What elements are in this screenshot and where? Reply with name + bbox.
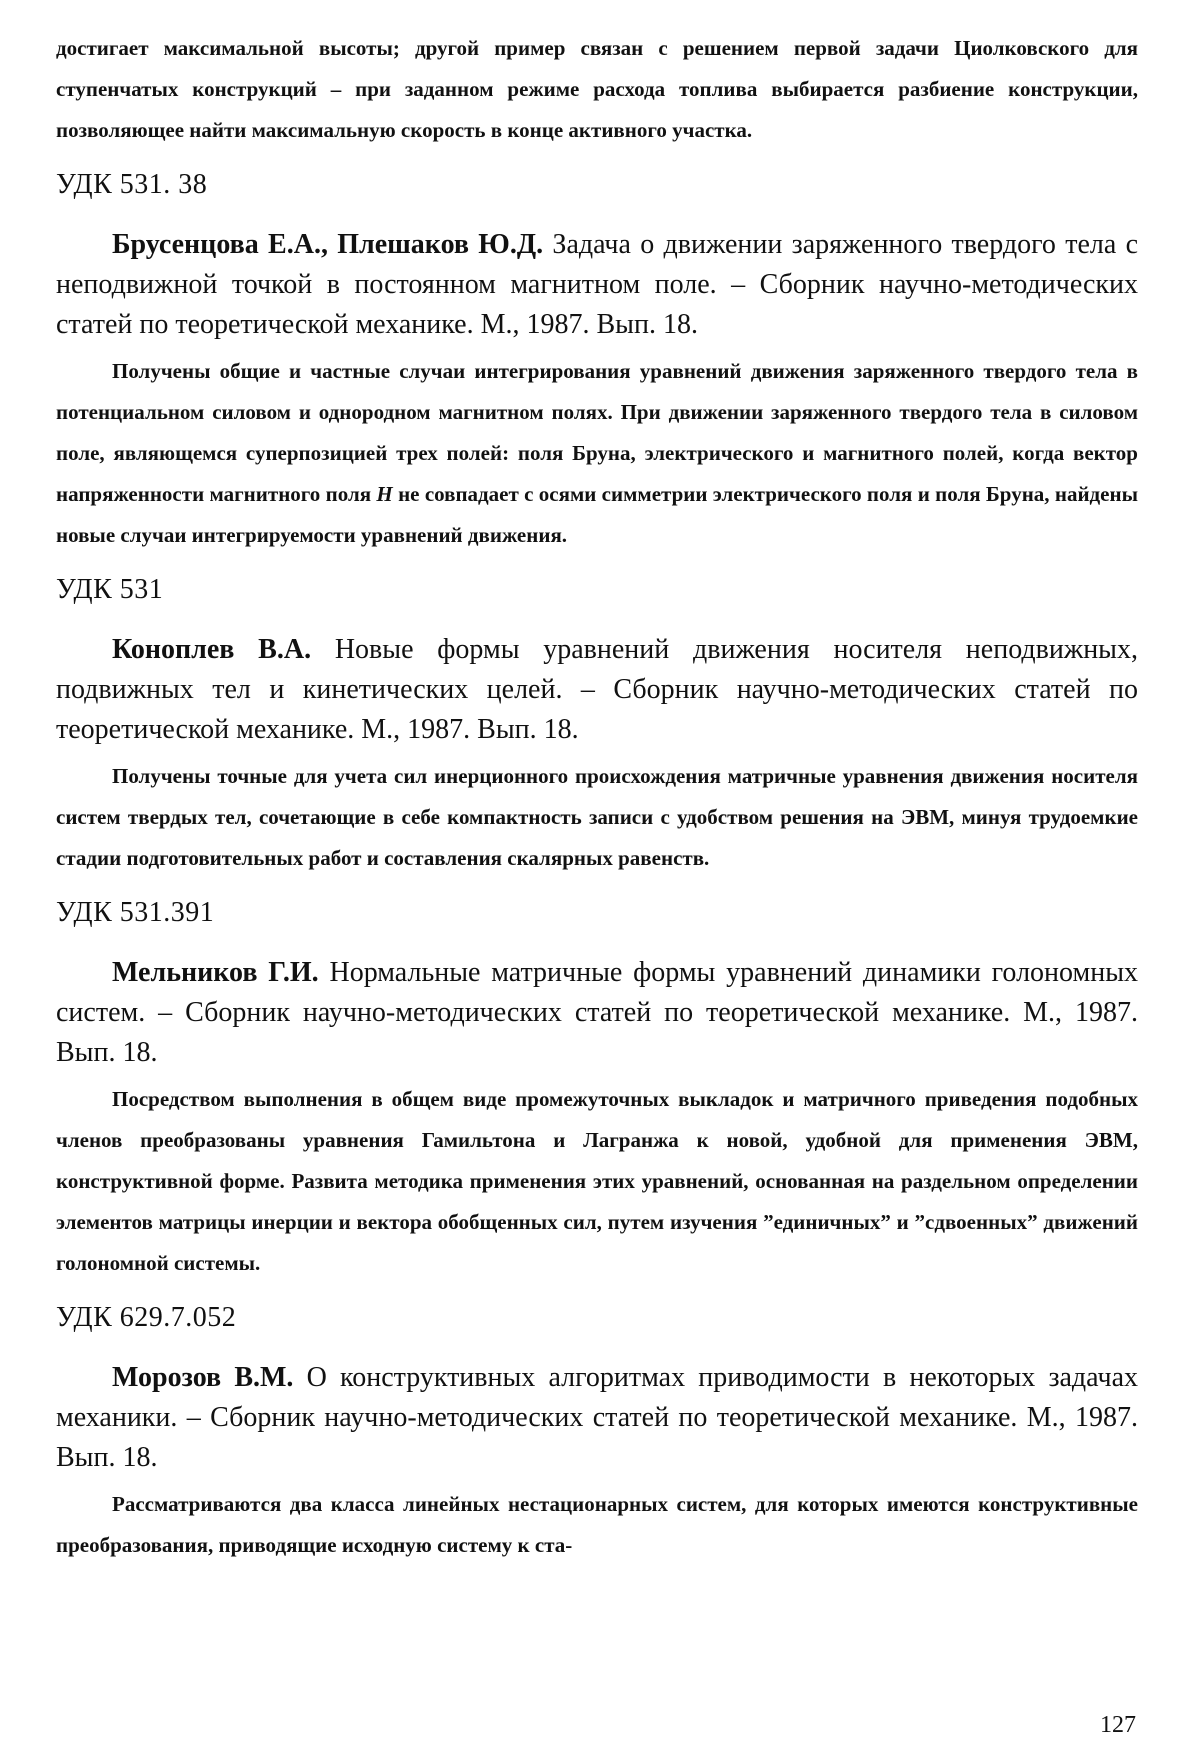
entry-abstract: Посредством выполнения в общем виде промежуточных выкладок и матричного приведения подобных членов преобразованы уравнения Гамильтона и Лагранжа к новой, удобной для применения ЭВМ, конструктивной форме. Развита методика применения этих уравнений, основанная на раздельном определении элементов матрицы инерции и вектора обобщенных сил, путем изучения ”единичных” и ”сдвоенных” движений голономной системы.	[56, 1087, 1138, 1275]
entry-abstract: Получены точные для учета сил инерционного происхождения матричные уравнения движения носителя систем твердых тел, сочетающие в себе компактность записи с удобством решения на ЭВМ, минуя трудоемкие стадии подготовительных работ и составления скалярных равенств.	[56, 764, 1138, 870]
entry-authors: Брусенцова Е.А., Плешаков Ю.Д.	[112, 229, 544, 260]
document-page	[56, 28, 1138, 1566]
udc-code: УДК 629.7.052	[56, 1302, 237, 1333]
bibliographic-entry	[56, 225, 1138, 345]
bibliographic-entry	[56, 630, 1138, 750]
entry-authors: Морозов В.М.	[112, 1362, 294, 1393]
entry-citation: О конструктивных алгоритмах приводимости в некоторых задачах механики. – Сборник научно-методических статей по теоретической механике. М., 1987. Вып. 18.	[56, 1362, 1138, 1473]
page-number: 127	[1100, 1712, 1136, 1738]
entry-citation: Задача о движении заряженного твердого тела с неподвижной точкой в постоянном магнитном поле. – Сборник научно-методических статей по теоретической механике. М., 1987. Вып. 18.	[56, 229, 1139, 340]
entry-authors: Коноплев В.А.	[112, 634, 312, 665]
entry-abstract	[56, 351, 1138, 556]
abstract-symbol: H	[376, 482, 393, 506]
bibliographic-entry	[56, 953, 1138, 1073]
udc-code: УДК 531	[56, 574, 164, 605]
abstract-text-part: Получены общие и частные случаи интегрирования уравнений движения заряженного твердого тела в потенциальном силовом и однородном магнитном полях. При движении заряженного твердого тела в силовом поле, являющемся суперпозицией трех полей: поля Бруна, электрического и магнитного полей, когда вектор напряженности магнитного поля	[56, 359, 1138, 506]
entry-citation: Нормальные матричные формы уравнений динамики голономных систем. – Сборник научно-методических статей по теоретической механике. М., 1987. Вып. 18.	[56, 957, 1139, 1068]
bibliographic-entry	[56, 1358, 1138, 1478]
entry-abstract: Рассматриваются два класса линейных нестационарных систем, для которых имеются конструктивные преобразования, приводящие исходную систему к ста-	[56, 1492, 1138, 1557]
abstract-text-part: не совпадает с осями симметрии электрического поля и поля Бруна, найдены новые случаи интегрируемости уравнений движения.	[56, 482, 1138, 547]
entry-authors: Мельников Г.И.	[112, 957, 319, 988]
udc-code: УДК 531.391	[56, 897, 215, 928]
entry-citation: Новые формы уравнений движения носителя неподвижных, подвижных тел и кинетических целей. – Сборник научно-методических статей по теоретической механике. М., 1987. Вып. 18.	[56, 634, 1138, 745]
intro-abstract: достигает максимальной высоты; другой пример связан с решением первой задачи Циолковского для ступенчатых конструкций – при заданном режиме расхода топлива выбирается разбиение конструкции, позволяющее найти максимальную скорость в конце активного участка.	[56, 36, 1138, 142]
udc-code: УДК 531. 38	[56, 169, 208, 200]
